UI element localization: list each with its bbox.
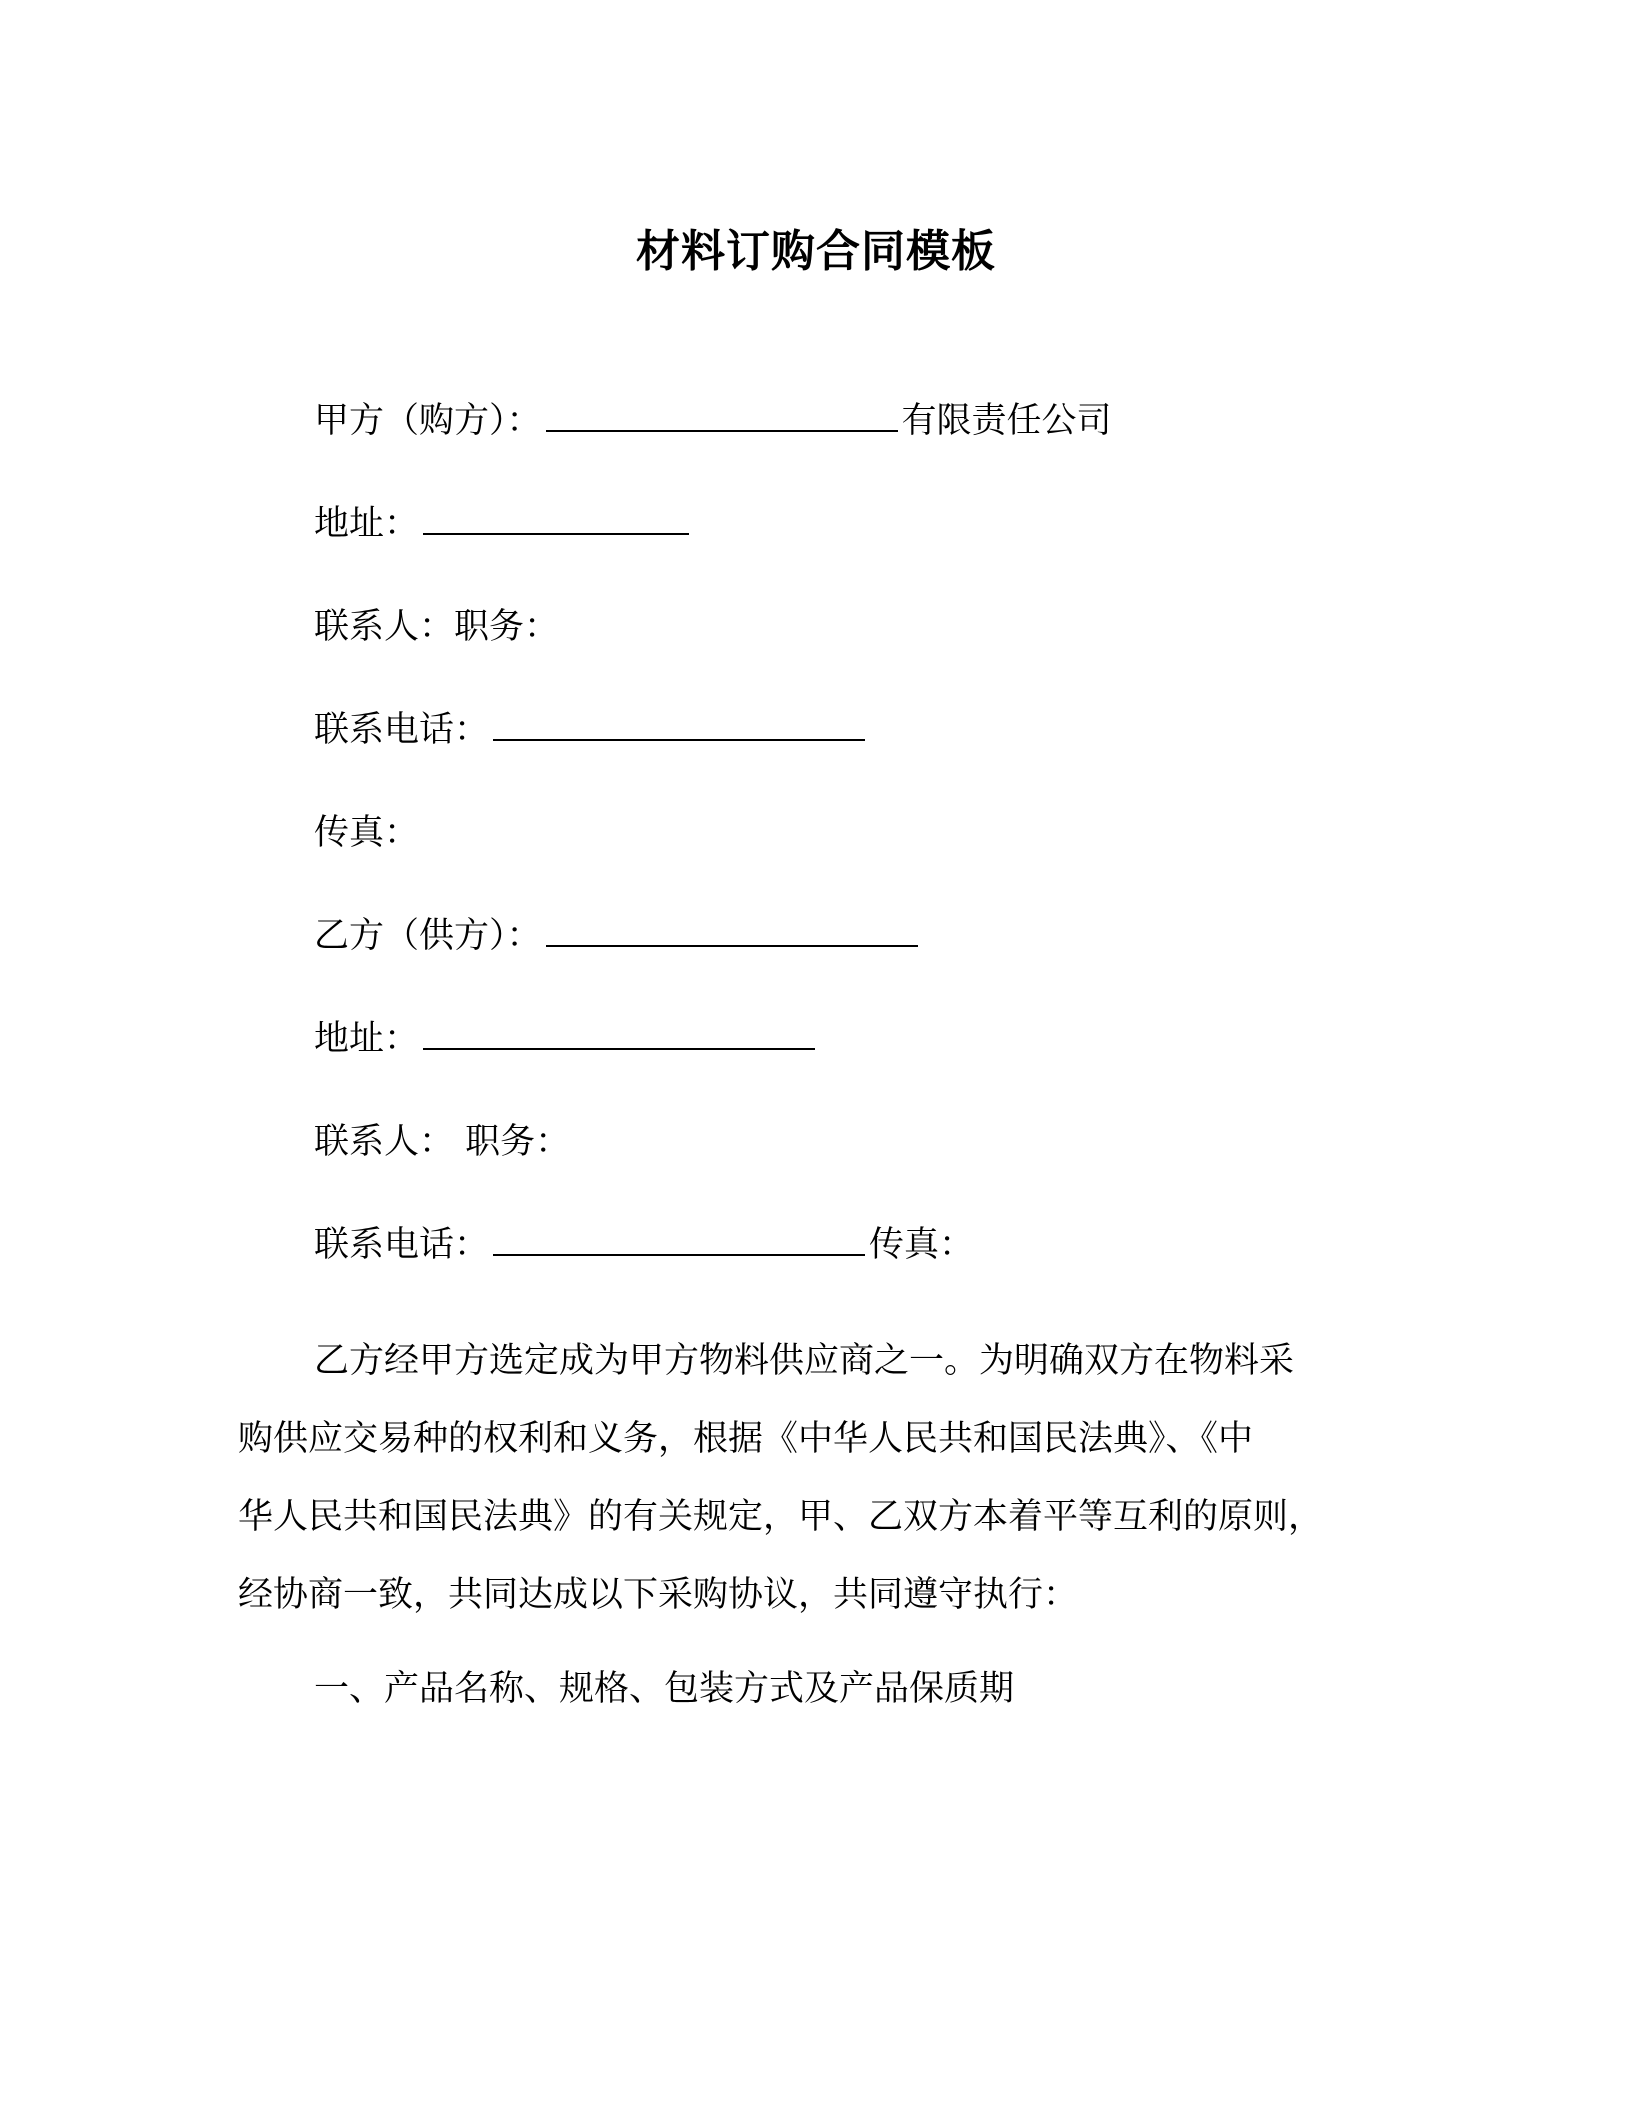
- party-b-contact-label: 联系人： 职务：: [314, 1122, 571, 1162]
- section-1-heading: 一、产品名称、规格、包装方式及产品保质期: [314, 1669, 1015, 1709]
- party-b-phone-blank[interactable]: [493, 1222, 865, 1256]
- party-b-address-label: 地址：: [314, 1019, 420, 1059]
- party-a-contact-label: 联系人：职务：: [314, 607, 560, 647]
- party-a-name-blank[interactable]: [546, 398, 898, 432]
- party-b-address-blank[interactable]: [423, 1016, 815, 1050]
- party-b-name-line: [314, 913, 922, 959]
- party-b-name-blank[interactable]: [546, 913, 918, 947]
- party-b-name-label: 乙方（供方）：: [314, 916, 542, 956]
- party-a-fax-label: 传真：: [314, 813, 420, 853]
- intro-line-4: 经协商一致，共同达成以下采购协议，共同遵守执行：: [238, 1575, 1079, 1615]
- party-b-phone-label: 联系电话：: [314, 1225, 490, 1265]
- document-title: 材料订购合同模板: [636, 226, 996, 277]
- party-a-phone-blank[interactable]: [493, 707, 865, 741]
- party-a-name-line: [314, 398, 1112, 444]
- party-b-address-line: [314, 1016, 819, 1062]
- party-a-name-suffix: 有限责任公司: [901, 401, 1112, 441]
- intro-paragraph: [238, 1322, 1378, 1634]
- party-b-phone-line: [314, 1222, 974, 1268]
- intro-line-2: 购供应交易种的权利和义务，根据《中华人民共和国民法典》、《中: [238, 1419, 1254, 1459]
- party-a-name-label: 甲方（购方）：: [314, 401, 542, 441]
- party-a-address-blank[interactable]: [423, 501, 689, 535]
- party-a-address-line: [314, 501, 693, 547]
- party-b-contact-line: [314, 1119, 570, 1165]
- intro-line-3: 华人民共和国民法典》的有关规定，甲、乙双方本着平等互利的原则，: [238, 1497, 1324, 1537]
- party-a-phone-label: 联系电话：: [314, 710, 490, 750]
- party-a-phone-line: [314, 707, 869, 753]
- party-a-address-label: 地址：: [314, 504, 420, 544]
- party-a-fax-line: [314, 810, 419, 856]
- party-b-fax-label: 传真：: [869, 1225, 975, 1265]
- party-a-contact-line: [314, 604, 559, 650]
- intro-line-1: 乙方经甲方选定成为甲方物料供应商之一。为明确双方在物料采: [314, 1341, 1295, 1381]
